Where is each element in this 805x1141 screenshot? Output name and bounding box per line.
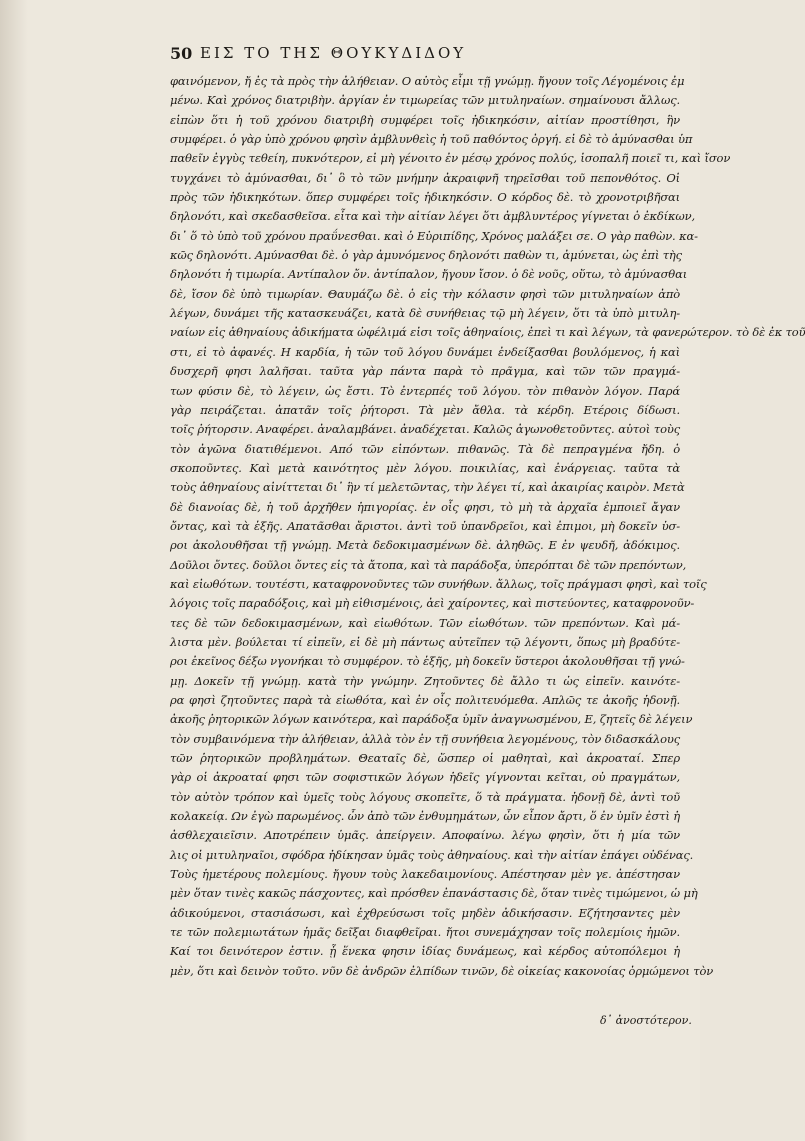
text-line: των φύσιν δὲ, τὸ λέγειν, ὡς ἔστι. Τὸ ἐντερπές τοῦ λόγου. τὸν πιθανὸν λόγον. Παρά: [170, 383, 680, 398]
text-line: τὸν αὐτὸν τρόπον καὶ ὑμεῖς τοὺς λόγους σκοπεῖτε, ὅ τὰ πράγματα. ἡδονῇ δὲ, ἀντὶ τοῦ: [170, 789, 680, 804]
text-line: Δοῦλοι ὄντες. δοῦλοι ὄντες εἰς τὰ ἄτοπα, καὶ τὰ παράδοξα, ὑπερόπται δὲ τῶν πρεπόντων,: [170, 557, 687, 572]
text-line: δυσχερῆ φησι λαλῆσαι. ταῦτα γὰρ πάντα παρὰ τὸ πρᾶγμα, καὶ τῶν τῶν πραγμά-: [170, 364, 680, 379]
text-line: Τοὺς ἡμετέρους πολεμίους. ἤγουν τοὺς λακεδαιμονίους. Απέστησαν μὲν γε. ἀπέστησαν: [170, 867, 680, 882]
gutter-shadow: [0, 0, 28, 1141]
running-head: ΕΙΣ ΤΟ ΤΗΣ ΘΟΥΚΥΔΙΔΟΥ: [200, 44, 467, 62]
text-line: δηλονότι, καὶ σκεδασθεῖσα. εἶτα καὶ τὴν αἰτίαν λέγει ὅτι ἀμβλυντέρος γίγνεται ὁ ἐκδίκων,: [170, 209, 696, 224]
text-line: σκοποῦντες. Καὶ μετὰ καινότητος μὲν λόγου. ποικιλίας, καὶ ἐνάργειας. ταῦτα τὰ: [170, 460, 680, 475]
text-line: δι᾽ ὅ τὸ ὑπὸ τοῦ χρόνου πραΰνεσθαι. καὶ ὁ Εὐριπίδης, Χρόνος μαλάξει σε. Ο γὰρ παθὼν. κα-: [170, 228, 698, 243]
text-line: τε τῶν πολεμιωτάτων ἡμᾶς δεῖξαι διαφθεῖραι. ἤτοι συνεμάχησαν τοῖς πολεμίοις ἡμῶν.: [170, 925, 680, 940]
text-line: τες δὲ τῶν δεδοκιμασμένων, καὶ εἰωθότων. Τῶν εἰωθότων. τῶν πρεπόντων. Καὶ μά-: [170, 615, 680, 630]
text-line: ὄντας, καὶ τὰ ἑξῆς. Απατᾶσθαι ἄριστοι. ἀντὶ τοῦ ὑπανδρεῖοι, καὶ ἐπιμοι, μὴ δοκεῖν ὑσ-: [170, 518, 680, 533]
text-line: λέγων, δυνάμει τῆς κατασκευάζει, κατὰ δὲ συνήθειας τῷ μὴ λέγειν, ὅτι τὰ ὑπὸ μιτυλη-: [170, 306, 680, 321]
text-line: ἀκοῆς ῥητορικῶν λόγων καινότερα, καὶ παράδοξα ὑμῖν ἀναγνωσμένου, Ε, ζητεῖς δὲ λέγειν: [170, 712, 693, 727]
text-line: φαινόμενον, ἤ ἐς τὰ πρὸς τὴν ἀλήθειαν. Ο αὐτὸς εἶμι τῇ γνώμῃ. ἤγουν τοῖς Λέγομένοις ἐμ: [170, 74, 685, 88]
text-line: πρὸς τῶν ἠδικηκότων. ὅπερ συμφέρει τοῖς ἠδικηκόσιν. Ο κόρδος δὲ. τὸ χρονοτριβῆσαι: [170, 190, 680, 205]
text-line: τοὺς ἀθηναίους αἰνίττεται δι᾽ ἣν τί μελετῶντας, τὴν λέγει τί, καὶ ἀκαιρίας καιρὸν. Μετὰ: [170, 480, 685, 495]
text-line: τῶν ῥητορικῶν προβλημάτων. Θεαταῖς δὲ, ὥσπερ οἱ μαθηταὶ, καὶ ἀκροαταί. Σπερ: [170, 751, 680, 766]
text-line: μὲν, ὅτι καὶ δεινὸν τοῦτο. νῦν δὲ ἀνδρῶν ἐλπίδων τινῶν, δὲ οἰκείας κακονοίας ὁρμώμενοι τὸν: [170, 963, 714, 978]
text-line: δὲ διανοίας δὲ, ἡ τοῦ ἀρχῆθεν ἠπιγορίας. ἐν οἷς φησι, τὸ μὴ τὰ ἀρχαῖα ἐμποιεῖ ἄγαν: [170, 499, 680, 514]
text-line: λις οἱ μιτυληναῖοι, σφόδρα ἠδίκησαν ὑμᾶς τοὺς ἀθηναίους. καὶ τὴν αἰτίαν ἐπάγει οὐδένας.: [170, 847, 694, 862]
text-line: τὸν ἀγῶνα διατιθέμενοι. Από τῶν εἰπόντων. πιθανῶς. Τὰ δὲ πεπραγμένα ἤδη. ὁ: [170, 441, 680, 456]
text-line: γὰρ οἱ ἀκροαταί φησι τῶν σοφιστικῶν λόγων ἡδεῖς γίγνονται κεῖται, οὐ πραγμάτων,: [170, 770, 680, 785]
text-line: λόγοις τοῖς παραδόξοις, καὶ μὴ εἰθισμένοις, ἀεὶ χαίροντες, καὶ πιστεύοντες, καταφρονοῦν-: [170, 596, 695, 611]
text-line: στι, εἰ τὸ ἀφανές. Η καρδία, ἡ τῶν τοῦ λόγου δυνάμει ἐνδείξασθαι βουλόμενος, ἡ καὶ: [170, 344, 680, 359]
text-line: κολακείᾳ. Ων ἐγὼ παρωμένος. ὧν ἀπὸ τῶν ἐνθυμημάτων, ὧν εἶπον ἄρτι, ὅ ἐν ὑμῖν ἐστὶ ἡ: [170, 809, 680, 824]
page-number: 50: [170, 44, 193, 63]
text-line: εἰπὼν ὅτι ἡ τοῦ χρόνου διατριβὴ συμφέρει τοῖς ἠδικηκόσιν, αἰτίαν προστίθησι, ἣν: [170, 112, 680, 127]
text-line: ρα φησὶ ζητοῦντες παρὰ τὰ εἰωθότα, καὶ ἐν οἷς πολιτευόμεθα. Απλῶς τε ἀκοῆς ἡδονῇ.: [170, 693, 680, 707]
text-line: μένω. Καὶ χρόνος διατριβὴν. ἀργίαν ἐν τιμωρείας τῶν μιτυληναίων. σημαίνουσι ἄλλως.: [170, 93, 680, 108]
text-line: τυγχάνει τὸ ἀμύνασθαι, δι᾽ ὃ τὸ τῶν μνήμην ἀκραιφνῆ τηρεῖσθαι τοῦ πεπονθότος. Οἱ: [170, 170, 680, 185]
text-line: δηλονότι ἡ τιμωρία. Αντίπαλον ὄν. ἀντίπαλον, ἤγουν ἴσον. ὁ δὲ νοῦς, οὕτω, τὸ ἀμύνασθαι: [170, 267, 688, 282]
text-line: συμφέρει. ὁ γὰρ ὑπὸ χρόνου φησὶν ἀμβλυνθεὶς ἡ τοῦ παθόντος ὀργή. εἰ δὲ τὸ ἀμύνασθαι ὑπ: [170, 132, 693, 147]
text-line: ροι ἐκεῖνος δέξω νγονήκαι τὸ συμφέρον. τὸ ἑξῆς, μὴ δοκεῖν ὕστεροι ἀκολουθῆσαι τῇ γνώ-: [170, 654, 685, 669]
text-line: κῶς δηλονότι. Αμύνασθαι δὲ. ὁ γὰρ ἀμυνόμενος δηλονότι παθὼν τι, ἀμύνεται, ὡς ἐπὶ τὴς: [170, 248, 682, 263]
text-line: καὶ εἰωθότων. τουτέστι, καταφρονοῦντες τῶν συνήθων. ἄλλως, τοῖς πράγμασι φησὶ, καὶ τοῖς: [170, 576, 707, 591]
text-line: ἀδικούμενοι, στασιάσωσι, καὶ ἐχθρεύσωσι τοῖς μηδὲν ἀδικήσασιν. Εζήτησαντες μὲν: [170, 905, 680, 920]
page-header: [170, 44, 560, 66]
catchword: δ᾽ ἀνοστότερον.: [600, 1014, 692, 1027]
text-line: μῃ. Δοκεῖν τῇ γνώμῃ. κατὰ τὴν γνώμην. Ζητοῦντες δὲ ἄλλο τι ὡς εἰπεῖν. καινότε-: [170, 673, 680, 688]
text-line: λιστα μὲν. βούλεται τί εἰπεῖν, εἰ δὲ μὴ πάντως αὐτεῖπεν τῷ λέγοντι, ὅπως μὴ βραδύτε-: [170, 634, 680, 649]
text-line: μὲν ὅταν τινὲς κακῶς πάσχοντες, καὶ πρόσθεν ἐπανάστασις δὲ, ὅταν τινὲς τιμώμενοι, ὡ μὴ: [170, 886, 698, 901]
text-line: τὸν συμβαινόμενα τὴν ἀλήθειαν, ἀλλὰ τὸν ἐν τῇ συνήθεια λεγομένους, τὸν διδασκάλους: [170, 731, 680, 746]
text-line: ναίων εἰς ἀθηναίους ἀδικήματα ὠφέλιμά εἰσι τοῖς ἀθηναίοις, ἐπεὶ τι καὶ λέγων, τὰ φανερώτερον. τὸ δὲ ἐκ τοῦ: [170, 325, 805, 340]
commentary-text: [170, 72, 805, 981]
text-line: παθεῖν ἐγγὺς τεθείη, πυκνότερον, εἰ μὴ γένοιτο ἐν μέσῳ χρόνος πολύς, ἰσοπαλῆ ποιεῖ τι, καὶ ἴσον: [170, 151, 731, 166]
text-line: ἀσθλεχαιεῖσιν. Αποτρέπειν ὑμᾶς. ἀπείργειν. Αποφαίνω. λέγω φησὶν, ὅτι ἡ μία τῶν: [170, 828, 680, 843]
text-line: Καί τοι δεινότερον ἐστιν. ᾗ ἕνεκα φησιν ἰδίας δυνάμεως, καὶ κέρδος αὐτοπόλεμοι ἡ: [170, 944, 680, 959]
text-line: δὲ, ἴσον δὲ ὑπὸ τιμωρίαν. Θαυμάζω δὲ. ὁ εἰς τὴν κόλασιν φησὶ τῶν μιτυληναίων ἀπὸ: [170, 286, 680, 301]
text-line: ροι ἀκολουθῆσαι τῇ γνώμῃ. Μετὰ δεδοκιμασμένων δὲ. ἀληθῶς. Ε ἐν ψευδῆ, ἀδόκιμος.: [170, 538, 680, 553]
text-line: τοῖς ῥήτορσιν. Αναφέρει. ἀναλαμβάνει. ἀναδέχεται. Καλῶς ἀγωνοθετοῦντες. αὐτοὶ τοὺς: [170, 422, 680, 437]
text-line: γὰρ πειράζεται. ἀπατᾶν τοῖς ῥήτορσι. Τὰ μὲν ἄθλα. τὰ κέρδη. Ετέροις δίδωσι.: [170, 402, 680, 417]
